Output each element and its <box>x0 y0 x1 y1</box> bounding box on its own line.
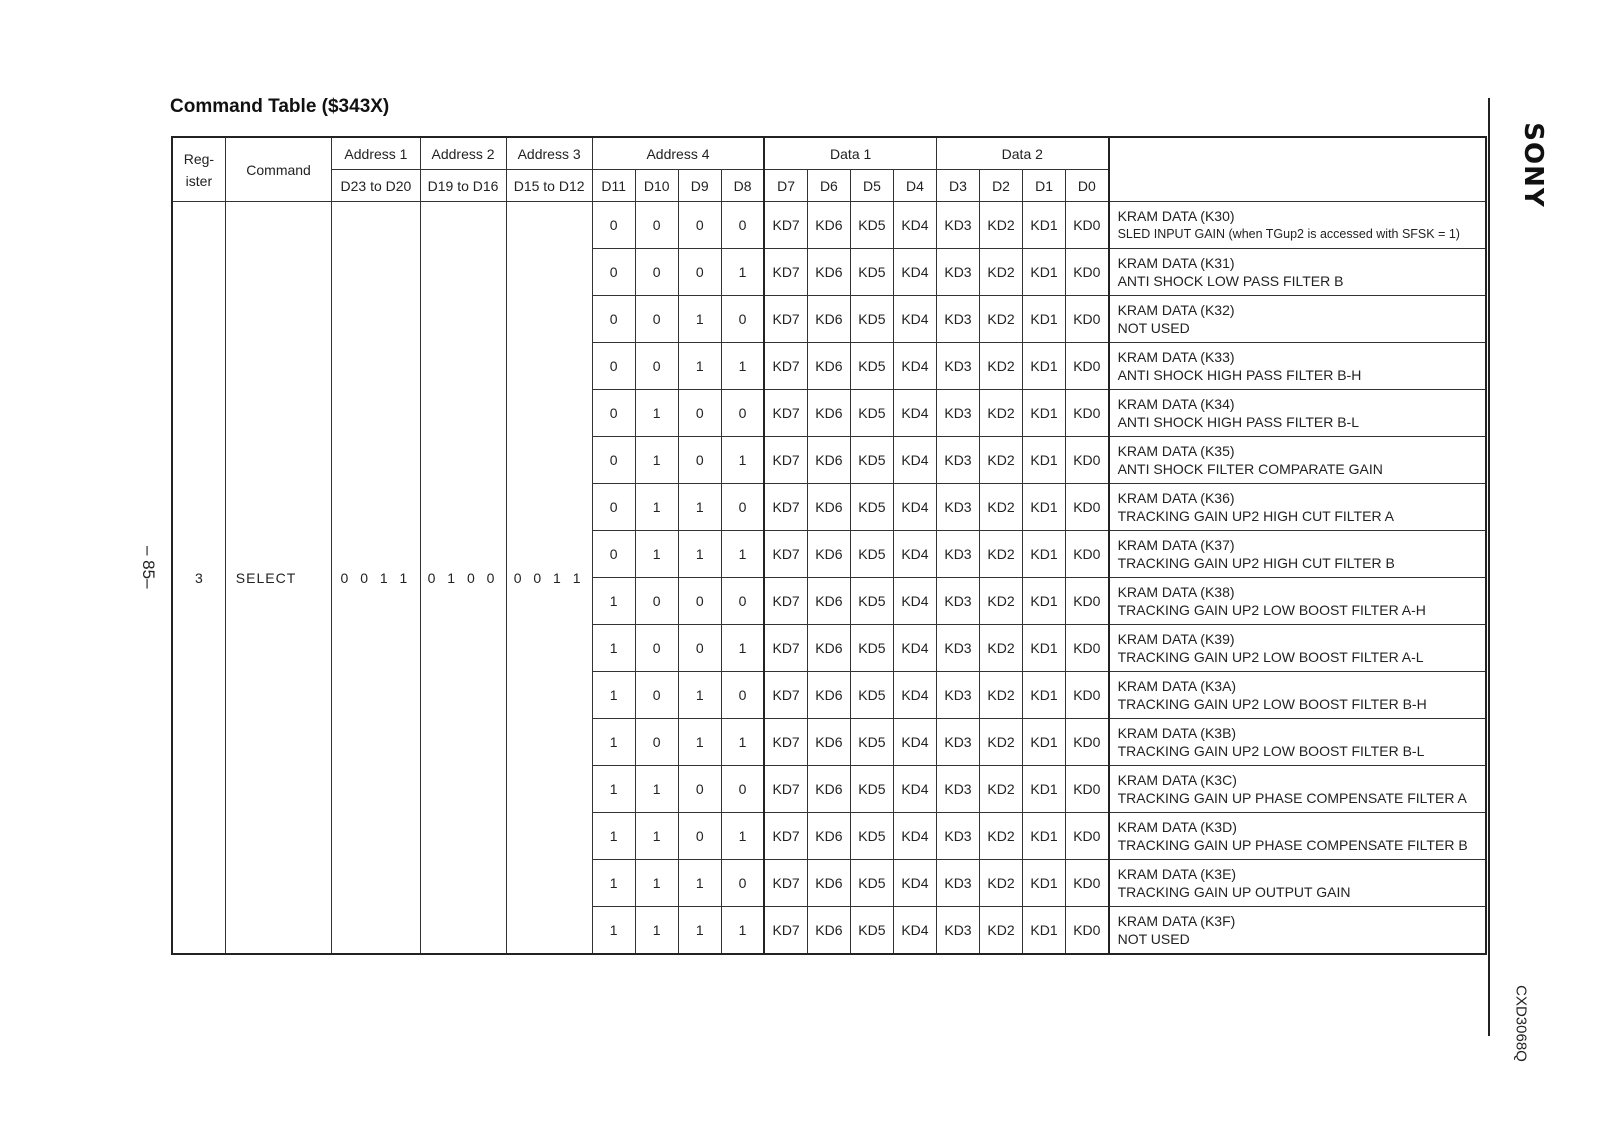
data-bit: KD4 <box>893 860 936 907</box>
description-detail: NOT USED <box>1117 320 1190 336</box>
address-4-bit: 0 <box>592 484 635 531</box>
address-4-bit: 1 <box>721 343 764 390</box>
description-title: KRAM DATA (K3A) <box>1117 678 1237 694</box>
data-bit: KD1 <box>1023 907 1066 955</box>
address-4-bit: 1 <box>592 813 635 860</box>
address-4-bit: 0 <box>678 390 721 437</box>
data-bit: KD1 <box>1023 625 1066 672</box>
data-bit: KD2 <box>980 484 1023 531</box>
address-4-bit: 0 <box>721 296 764 343</box>
address-4-bit: 0 <box>678 437 721 484</box>
address-4-bit: 1 <box>721 531 764 578</box>
data-bit: KD7 <box>764 484 807 531</box>
data-bit: KD1 <box>1023 249 1066 296</box>
description-title: KRAM DATA (K36) <box>1117 490 1235 506</box>
data-bit: KD7 <box>764 860 807 907</box>
data-bit: KD6 <box>807 578 850 625</box>
address-4-bit: 0 <box>678 766 721 813</box>
data-bit: KD0 <box>1066 296 1109 343</box>
data-bit: KD0 <box>1066 813 1109 860</box>
address-4-bit: 0 <box>721 766 764 813</box>
data-bit: KD0 <box>1066 578 1109 625</box>
address-4-bit: 0 <box>721 672 764 719</box>
header-command: Command <box>225 137 332 202</box>
address-4-bit: 0 <box>721 390 764 437</box>
address-4-bit: 0 <box>592 343 635 390</box>
data-bit: KD1 <box>1023 578 1066 625</box>
data-bit: KD7 <box>764 813 807 860</box>
header-register: Reg- ister <box>172 137 225 202</box>
data-bit: KD4 <box>893 437 936 484</box>
description-cell <box>1109 437 1486 484</box>
data-bit: KD0 <box>1066 249 1109 296</box>
description-detail: TRACKING GAIN UP OUTPUT GAIN <box>1117 884 1351 900</box>
data-bit: KD4 <box>893 578 936 625</box>
data-bit: KD4 <box>893 766 936 813</box>
data-bit: KD1 <box>1023 390 1066 437</box>
header-bit-13: D1 <box>1023 170 1066 202</box>
data-bit: KD2 <box>980 860 1023 907</box>
description-detail: TRACKING GAIN UP2 LOW BOOST FILTER B-L <box>1117 743 1425 759</box>
data-bit: KD5 <box>850 484 893 531</box>
data-bit: KD3 <box>936 531 979 578</box>
data-bit: KD4 <box>893 296 936 343</box>
description-title: KRAM DATA (K3E) <box>1117 866 1237 882</box>
data-bit: KD3 <box>936 437 979 484</box>
data-bit: KD1 <box>1023 484 1066 531</box>
data-bit: KD3 <box>936 343 979 390</box>
description-detail: ANTI SHOCK FILTER COMPARATE GAIN <box>1117 461 1383 477</box>
data-bit: KD6 <box>807 343 850 390</box>
address-4-bit: 1 <box>678 531 721 578</box>
data-bit: KD1 <box>1023 343 1066 390</box>
header-address-1: Address 1 <box>332 137 420 170</box>
data-bit: KD6 <box>807 766 850 813</box>
address-4-bit: 1 <box>592 578 635 625</box>
description-cell <box>1109 531 1486 578</box>
data-bit: KD5 <box>850 437 893 484</box>
data-bit: KD5 <box>850 343 893 390</box>
description-detail: TRACKING GAIN UP PHASE COMPENSATE FILTER A <box>1117 790 1467 806</box>
data-bit: KD6 <box>807 249 850 296</box>
address-4-bit: 1 <box>592 719 635 766</box>
description-detail: TRACKING GAIN UP2 LOW BOOST FILTER B-H <box>1117 696 1427 712</box>
data-bit: KD6 <box>807 390 850 437</box>
data-bit: KD3 <box>936 766 979 813</box>
description-detail: TRACKING GAIN UP2 HIGH CUT FILTER A <box>1117 508 1395 524</box>
data-bit: KD6 <box>807 202 850 249</box>
header-bit-7: D7 <box>764 170 807 202</box>
data-bit: KD0 <box>1066 484 1109 531</box>
data-bit: KD0 <box>1066 625 1109 672</box>
header-bit-3: D11 <box>592 170 635 202</box>
address-4-bit: 0 <box>592 437 635 484</box>
description-title: KRAM DATA (K39) <box>1117 631 1235 647</box>
data-bit: KD6 <box>807 484 850 531</box>
address-4-bit: 0 <box>635 296 678 343</box>
description-title: KRAM DATA (K32) <box>1117 302 1235 318</box>
data-bit: KD7 <box>764 531 807 578</box>
address-4-bit: 1 <box>592 860 635 907</box>
address-4-bit: 1 <box>635 766 678 813</box>
data-bit: KD0 <box>1066 531 1109 578</box>
description-title: KRAM DATA (K37) <box>1117 537 1235 553</box>
data-bit: KD3 <box>936 813 979 860</box>
data-bit: KD3 <box>936 296 979 343</box>
data-bit: KD2 <box>980 437 1023 484</box>
data-bit: KD1 <box>1023 437 1066 484</box>
address-4-bit: 0 <box>678 202 721 249</box>
data-bit: KD3 <box>936 719 979 766</box>
header-bit-0: D23 to D20 <box>332 170 420 202</box>
address-1-cell: 0 0 1 1 <box>332 202 420 955</box>
address-4-bit: 1 <box>635 531 678 578</box>
address-4-bit: 1 <box>635 484 678 531</box>
address-4-bit: 0 <box>721 202 764 249</box>
header-bit-6: D8 <box>721 170 764 202</box>
data-bit: KD2 <box>980 766 1023 813</box>
description-detail: NOT USED <box>1117 931 1190 947</box>
description-title: KRAM DATA (K3F) <box>1117 913 1236 929</box>
address-4-bit: 1 <box>678 860 721 907</box>
data-bit: KD6 <box>807 813 850 860</box>
description-title: KRAM DATA (K33) <box>1117 349 1235 365</box>
description-cell <box>1109 766 1486 813</box>
description-cell <box>1109 813 1486 860</box>
data-bit: KD6 <box>807 625 850 672</box>
address-4-bit: 1 <box>721 719 764 766</box>
data-bit: KD3 <box>936 578 979 625</box>
data-bit: KD1 <box>1023 860 1066 907</box>
address-4-bit: 1 <box>635 907 678 955</box>
data-bit: KD7 <box>764 296 807 343</box>
data-bit: KD4 <box>893 625 936 672</box>
description-title: KRAM DATA (K3D) <box>1117 819 1237 835</box>
header-data-1: Data 1 <box>764 137 936 170</box>
data-bit: KD1 <box>1023 531 1066 578</box>
address-4-bit: 1 <box>678 296 721 343</box>
data-bit: KD3 <box>936 625 979 672</box>
description-title: KRAM DATA (K34) <box>1117 396 1235 412</box>
description-detail: ANTI SHOCK LOW PASS FILTER B <box>1117 273 1344 289</box>
address-4-bit: 0 <box>635 578 678 625</box>
data-bit: KD1 <box>1023 766 1066 813</box>
address-4-bit: 0 <box>592 531 635 578</box>
address-4-bit: 0 <box>592 249 635 296</box>
data-bit: KD1 <box>1023 296 1066 343</box>
address-2-cell: 0 1 0 0 <box>420 202 506 955</box>
address-4-bit: 0 <box>678 249 721 296</box>
address-4-bit: 1 <box>721 625 764 672</box>
data-bit: KD4 <box>893 343 936 390</box>
data-bit: KD0 <box>1066 437 1109 484</box>
data-bit: KD5 <box>850 907 893 955</box>
data-bit: KD6 <box>807 719 850 766</box>
data-bit: KD5 <box>850 390 893 437</box>
data-bit: KD4 <box>893 390 936 437</box>
data-bit: KD2 <box>980 390 1023 437</box>
address-4-bit: 0 <box>592 202 635 249</box>
header-address-2: Address 2 <box>420 137 506 170</box>
header-bit-5: D9 <box>678 170 721 202</box>
address-4-bit: 0 <box>635 343 678 390</box>
address-4-bit: 1 <box>592 625 635 672</box>
data-bit: KD7 <box>764 343 807 390</box>
sony-logo: SONY <box>1518 122 1548 208</box>
address-4-bit: 0 <box>635 625 678 672</box>
address-4-bit: 1 <box>721 813 764 860</box>
address-4-bit: 0 <box>678 578 721 625</box>
address-4-bit: 1 <box>635 860 678 907</box>
address-4-bit: 0 <box>678 625 721 672</box>
header-bit-9: D5 <box>850 170 893 202</box>
data-bit: KD0 <box>1066 390 1109 437</box>
data-bit: KD4 <box>893 813 936 860</box>
data-bit: KD5 <box>850 860 893 907</box>
description-detail: TRACKING GAIN UP PHASE COMPENSATE FILTER B <box>1117 837 1468 853</box>
header-bit-2: D15 to D12 <box>506 170 592 202</box>
data-bit: KD7 <box>764 390 807 437</box>
description-cell <box>1109 625 1486 672</box>
address-4-bit: 1 <box>635 390 678 437</box>
header-bit-11: D3 <box>936 170 979 202</box>
data-bit: KD7 <box>764 672 807 719</box>
data-bit: KD4 <box>893 672 936 719</box>
description-cell <box>1109 484 1486 531</box>
address-4-bit: 0 <box>635 672 678 719</box>
header-bit-8: D6 <box>807 170 850 202</box>
data-bit: KD0 <box>1066 672 1109 719</box>
data-bit: KD4 <box>893 907 936 955</box>
data-bit: KD0 <box>1066 202 1109 249</box>
address-4-bit: 1 <box>721 907 764 955</box>
description-cell <box>1109 296 1486 343</box>
description-detail: SLED INPUT GAIN (when TGup2 is accessed with SFSK = 1) <box>1117 227 1460 241</box>
data-bit: KD5 <box>850 296 893 343</box>
data-bit: KD5 <box>850 531 893 578</box>
description-detail: ANTI SHOCK HIGH PASS FILTER B-L <box>1117 414 1360 430</box>
data-bit: KD6 <box>807 296 850 343</box>
data-bit: KD7 <box>764 202 807 249</box>
command-cell: SELECT <box>225 202 332 955</box>
description-cell <box>1109 578 1486 625</box>
data-bit: KD5 <box>850 719 893 766</box>
data-bit: KD3 <box>936 202 979 249</box>
description-cell <box>1109 249 1486 296</box>
description-detail: TRACKING GAIN UP2 LOW BOOST FILTER A-H <box>1117 602 1426 618</box>
address-4-bit: 0 <box>635 249 678 296</box>
data-bit: KD5 <box>850 813 893 860</box>
data-bit: KD5 <box>850 249 893 296</box>
data-bit: KD3 <box>936 860 979 907</box>
data-bit: KD5 <box>850 578 893 625</box>
description-cell <box>1109 390 1486 437</box>
data-bit: KD2 <box>980 813 1023 860</box>
data-bit: KD6 <box>807 860 850 907</box>
description-detail: TRACKING GAIN UP2 LOW BOOST FILTER A-L <box>1117 649 1424 665</box>
header-description <box>1109 137 1486 202</box>
data-bit: KD2 <box>980 343 1023 390</box>
data-bit: KD5 <box>850 625 893 672</box>
data-bit: KD7 <box>764 907 807 955</box>
data-bit: KD2 <box>980 625 1023 672</box>
data-bit: KD2 <box>980 719 1023 766</box>
data-bit: KD7 <box>764 437 807 484</box>
data-bit: KD2 <box>980 249 1023 296</box>
data-bit: KD5 <box>850 766 893 813</box>
data-bit: KD1 <box>1023 672 1066 719</box>
register-cell: 3 <box>172 202 225 955</box>
data-bit: KD7 <box>764 625 807 672</box>
address-4-bit: 1 <box>678 484 721 531</box>
address-3-cell: 0 0 1 1 <box>506 202 592 955</box>
description-cell <box>1109 202 1486 249</box>
vertical-rule <box>1488 98 1490 1036</box>
data-bit: KD5 <box>850 202 893 249</box>
address-4-bit: 0 <box>721 860 764 907</box>
data-bit: KD6 <box>807 531 850 578</box>
data-bit: KD2 <box>980 907 1023 955</box>
address-4-bit: 0 <box>721 578 764 625</box>
description-detail: TRACKING GAIN UP2 HIGH CUT FILTER B <box>1117 555 1395 571</box>
data-bit: KD0 <box>1066 766 1109 813</box>
description-title: KRAM DATA (K31) <box>1117 255 1235 271</box>
page-number: – 85– <box>139 546 158 589</box>
command-table <box>171 136 1487 955</box>
address-4-bit: 1 <box>678 343 721 390</box>
address-4-bit: 1 <box>635 813 678 860</box>
header-data-2: Data 2 <box>936 137 1108 170</box>
data-bit: KD3 <box>936 249 979 296</box>
data-bit: KD2 <box>980 296 1023 343</box>
data-bit: KD7 <box>764 719 807 766</box>
description-cell <box>1109 343 1486 390</box>
description-cell <box>1109 672 1486 719</box>
address-4-bit: 1 <box>592 766 635 813</box>
address-4-bit: 1 <box>592 907 635 955</box>
data-bit: KD3 <box>936 484 979 531</box>
address-4-bit: 1 <box>678 672 721 719</box>
description-title: KRAM DATA (K38) <box>1117 584 1235 600</box>
description-title: KRAM DATA (K35) <box>1117 443 1235 459</box>
data-bit: KD0 <box>1066 860 1109 907</box>
data-bit: KD6 <box>807 907 850 955</box>
address-4-bit: 1 <box>678 907 721 955</box>
data-bit: KD1 <box>1023 719 1066 766</box>
data-bit: KD7 <box>764 578 807 625</box>
data-bit: KD0 <box>1066 907 1109 955</box>
address-4-bit: 1 <box>592 672 635 719</box>
header-address-4: Address 4 <box>592 137 764 170</box>
data-bit: KD0 <box>1066 719 1109 766</box>
data-bit: KD4 <box>893 719 936 766</box>
data-bit: KD4 <box>893 531 936 578</box>
address-4-bit: 1 <box>721 437 764 484</box>
description-cell <box>1109 907 1486 955</box>
data-bit: KD7 <box>764 249 807 296</box>
address-4-bit: 0 <box>721 484 764 531</box>
data-bit: KD2 <box>980 202 1023 249</box>
data-bit: KD1 <box>1023 202 1066 249</box>
data-bit: KD4 <box>893 202 936 249</box>
description-title: KRAM DATA (K3B) <box>1117 725 1237 741</box>
header-address-3: Address 3 <box>506 137 592 170</box>
address-4-bit: 0 <box>592 296 635 343</box>
data-bit: KD3 <box>936 672 979 719</box>
header-bit-10: D4 <box>893 170 936 202</box>
data-bit: KD1 <box>1023 813 1066 860</box>
address-4-bit: 1 <box>721 249 764 296</box>
data-bit: KD0 <box>1066 343 1109 390</box>
address-4-bit: 0 <box>592 390 635 437</box>
data-bit: KD4 <box>893 484 936 531</box>
data-bit: KD3 <box>936 907 979 955</box>
address-4-bit: 0 <box>635 719 678 766</box>
data-bit: KD3 <box>936 390 979 437</box>
address-4-bit: 0 <box>635 202 678 249</box>
header-bit-4: D10 <box>635 170 678 202</box>
data-bit: KD2 <box>980 578 1023 625</box>
data-bit: KD6 <box>807 437 850 484</box>
page-title: Command Table ($343X) <box>170 96 390 117</box>
header-bit-1: D19 to D16 <box>420 170 506 202</box>
data-bit: KD6 <box>807 672 850 719</box>
data-bit: KD7 <box>764 766 807 813</box>
data-bit: KD5 <box>850 672 893 719</box>
description-title: KRAM DATA (K30) <box>1117 208 1235 224</box>
address-4-bit: 1 <box>678 719 721 766</box>
description-title: KRAM DATA (K3C) <box>1117 772 1237 788</box>
table-row <box>172 202 1486 249</box>
address-4-bit: 1 <box>635 437 678 484</box>
data-bit: KD2 <box>980 531 1023 578</box>
description-cell <box>1109 860 1486 907</box>
header-bit-12: D2 <box>980 170 1023 202</box>
data-bit: KD4 <box>893 249 936 296</box>
description-detail: ANTI SHOCK HIGH PASS FILTER B-H <box>1117 367 1362 383</box>
header-bit-14: D0 <box>1066 170 1109 202</box>
data-bit: KD2 <box>980 672 1023 719</box>
model-number: CXD3068Q <box>1512 985 1530 1062</box>
address-4-bit: 0 <box>678 813 721 860</box>
description-cell <box>1109 719 1486 766</box>
